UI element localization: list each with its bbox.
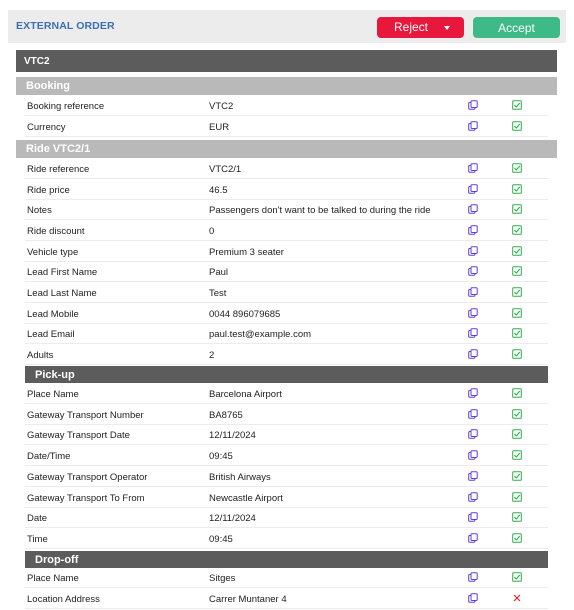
field-row — [25, 446, 548, 466]
field-row — [25, 262, 548, 282]
check-icon[interactable] — [512, 121, 522, 131]
check-icon[interactable] — [512, 572, 522, 582]
field-value: VTC2 — [209, 101, 234, 112]
check-icon[interactable] — [512, 225, 522, 235]
check-icon[interactable] — [512, 287, 522, 297]
field-label: Date/Time — [27, 451, 71, 463]
field-row — [25, 180, 548, 200]
copy-icon[interactable] — [468, 287, 478, 297]
field-row — [25, 221, 548, 241]
copy-icon[interactable] — [468, 533, 478, 543]
check-icon[interactable] — [512, 100, 522, 110]
check-icon[interactable] — [512, 492, 522, 502]
field-value: Sitges — [209, 573, 236, 584]
field-value: 0 — [209, 226, 215, 237]
field-value: British Airways — [209, 471, 271, 483]
section-header-dropoff: Drop-off — [25, 551, 548, 568]
field-row — [25, 589, 548, 609]
field-value: VTC2/1 — [209, 164, 242, 175]
field-label: Lead Last Name — [27, 288, 97, 300]
field-label: Lead Email — [27, 329, 75, 341]
field-label: Place Name — [27, 389, 79, 400]
field-row — [25, 467, 548, 487]
section-header-ride: Ride VTC2/1 — [16, 140, 557, 158]
field-value: Newcastle Airport — [209, 492, 283, 504]
field-row — [25, 568, 548, 588]
field-value: 0044 896079685 — [209, 308, 281, 320]
field-row — [25, 345, 548, 365]
check-icon[interactable] — [512, 429, 522, 439]
field-row — [25, 200, 548, 220]
copy-icon[interactable] — [468, 225, 478, 235]
copy-icon[interactable] — [468, 409, 478, 419]
field-label: Ride price — [27, 184, 70, 196]
field-row — [25, 96, 548, 116]
check-icon[interactable] — [512, 163, 522, 173]
field-value: 46.5 — [209, 184, 228, 196]
check-icon[interactable] — [512, 246, 522, 256]
field-label: Lead Mobile — [27, 308, 79, 320]
check-icon[interactable] — [512, 308, 522, 318]
check-icon[interactable] — [512, 409, 522, 419]
field-label: Gateway Transport Number — [27, 409, 144, 421]
field-row — [25, 324, 548, 344]
field-value: 12/11/2024 — [209, 513, 256, 525]
field-value: Carrer Muntaner 4 — [209, 594, 287, 605]
check-icon[interactable] — [512, 349, 522, 359]
field-value: 09:45 — [209, 451, 233, 463]
field-value: 12/11/2024 — [209, 430, 256, 442]
field-label: Ride discount — [27, 226, 85, 237]
field-label: Gateway Transport To From — [27, 492, 145, 504]
field-value: paul.test@example.com — [209, 329, 312, 341]
copy-icon[interactable] — [468, 450, 478, 460]
check-icon[interactable] — [512, 266, 522, 276]
copy-icon[interactable] — [468, 429, 478, 439]
field-row — [25, 117, 548, 137]
field-label: Location Address — [27, 594, 100, 605]
page-title: EXTERNAL ORDER — [16, 20, 115, 32]
copy-icon[interactable] — [468, 163, 478, 173]
field-row — [25, 508, 548, 528]
check-icon[interactable] — [512, 471, 522, 481]
field-row — [25, 405, 548, 425]
copy-icon[interactable] — [468, 204, 478, 214]
field-row — [25, 159, 548, 179]
check-icon[interactable] — [512, 204, 522, 214]
field-row — [25, 488, 548, 508]
copy-icon[interactable] — [468, 572, 478, 582]
check-icon[interactable] — [512, 533, 522, 543]
order-id-header: VTC2 — [16, 50, 557, 72]
check-icon[interactable] — [512, 184, 522, 194]
reject-button-label: Reject — [394, 20, 429, 34]
copy-icon[interactable] — [468, 328, 478, 338]
copy-icon[interactable] — [468, 492, 478, 502]
copy-icon[interactable] — [468, 246, 478, 256]
field-row — [25, 304, 548, 324]
field-label: Currency — [27, 122, 66, 133]
field-label: Adults — [27, 350, 54, 362]
field-row — [25, 384, 548, 404]
field-label: Place Name — [27, 573, 79, 584]
check-icon[interactable] — [512, 512, 522, 522]
field-row — [25, 529, 548, 549]
check-icon[interactable] — [512, 328, 522, 338]
section-header-pickup: Pick-up — [25, 366, 548, 383]
field-row — [25, 242, 548, 262]
field-label: Lead First Name — [27, 267, 98, 279]
field-value: 2 — [209, 350, 215, 362]
field-label: Ride reference — [27, 164, 90, 175]
copy-icon[interactable] — [468, 388, 478, 398]
field-label: Booking reference — [27, 101, 105, 112]
field-label: Gateway Transport Date — [27, 430, 130, 442]
field-row — [25, 425, 548, 445]
field-label: Notes — [27, 205, 52, 217]
cross-icon[interactable] — [512, 593, 522, 603]
copy-icon[interactable] — [468, 100, 478, 110]
check-icon[interactable] — [512, 450, 522, 460]
field-value: Test — [209, 288, 227, 300]
field-label: Date — [27, 513, 48, 525]
copy-icon[interactable] — [468, 184, 478, 194]
field-value: Paul — [209, 267, 229, 279]
reject-button[interactable] — [377, 17, 464, 38]
field-value: BA8765 — [209, 409, 243, 421]
field-value: Barcelona Airport — [209, 389, 282, 400]
field-value: 09:45 — [209, 533, 233, 545]
order-header-bar — [8, 10, 566, 43]
copy-icon[interactable] — [468, 121, 478, 131]
field-value: Passengers don't want to be talked to during the ride — [209, 205, 431, 217]
field-row — [25, 283, 548, 303]
field-value: EUR — [209, 122, 230, 133]
check-icon[interactable] — [512, 388, 522, 398]
section-header-booking: Booking — [16, 77, 557, 95]
field-label: Vehicle type — [27, 246, 79, 258]
field-label: Gateway Transport Operator — [27, 471, 148, 483]
copy-icon[interactable] — [468, 349, 478, 359]
chevron-down-icon[interactable] — [444, 26, 450, 30]
field-label: Time — [27, 533, 48, 545]
copy-icon[interactable] — [468, 512, 478, 522]
accept-button[interactable]: Accept — [473, 17, 560, 38]
copy-icon[interactable] — [468, 308, 478, 318]
copy-icon[interactable] — [468, 471, 478, 481]
field-value: Premium 3 seater — [209, 246, 284, 258]
copy-icon[interactable] — [468, 593, 478, 603]
copy-icon[interactable] — [468, 266, 478, 276]
